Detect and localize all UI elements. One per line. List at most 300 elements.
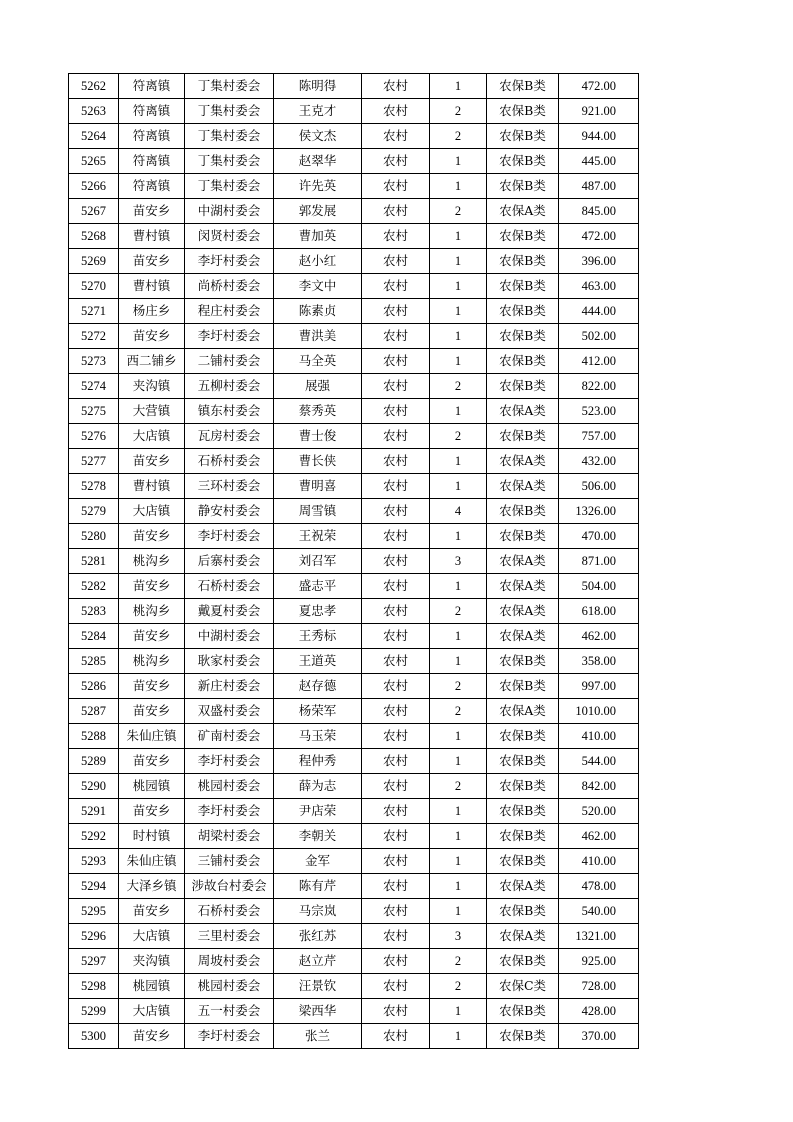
cell-township: 西二铺乡 <box>119 349 185 374</box>
cell-township: 大店镇 <box>119 424 185 449</box>
cell-record-id: 5283 <box>69 599 119 624</box>
cell-insurance-category: 农保B类 <box>487 799 559 824</box>
table-row <box>69 749 639 774</box>
table-row <box>69 949 639 974</box>
cell-family-size: 1 <box>430 649 487 674</box>
cell-family-size: 1 <box>430 149 487 174</box>
cell-household-type: 农村 <box>362 974 430 999</box>
cell-insurance-category: 农保A类 <box>487 624 559 649</box>
cell-household-type: 农村 <box>362 524 430 549</box>
cell-family-size: 1 <box>430 574 487 599</box>
cell-name: 赵翠华 <box>274 149 362 174</box>
cell-family-size: 2 <box>430 99 487 124</box>
cell-household-type: 农村 <box>362 1024 430 1049</box>
cell-village-committee: 戴夏村委会 <box>185 599 274 624</box>
cell-village-committee: 石桥村委会 <box>185 574 274 599</box>
cell-amount: 478.00 <box>559 874 639 899</box>
cell-township: 桃沟乡 <box>119 549 185 574</box>
cell-family-size: 2 <box>430 949 487 974</box>
cell-village-committee: 瓦房村委会 <box>185 424 274 449</box>
table-row <box>69 249 639 274</box>
cell-insurance-category: 农保A类 <box>487 574 559 599</box>
cell-village-committee: 耿家村委会 <box>185 649 274 674</box>
cell-township: 苗安乡 <box>119 1024 185 1049</box>
cell-insurance-category: 农保B类 <box>487 274 559 299</box>
cell-name: 赵立芹 <box>274 949 362 974</box>
table-row <box>69 824 639 849</box>
table-row <box>69 774 639 799</box>
table-row <box>69 549 639 574</box>
cell-township: 大店镇 <box>119 924 185 949</box>
cell-amount: 997.00 <box>559 674 639 699</box>
cell-record-id: 5281 <box>69 549 119 574</box>
cell-township: 苗安乡 <box>119 699 185 724</box>
cell-insurance-category: 农保B类 <box>487 824 559 849</box>
cell-amount: 842.00 <box>559 774 639 799</box>
cell-family-size: 2 <box>430 974 487 999</box>
cell-name: 夏忠孝 <box>274 599 362 624</box>
cell-village-committee: 中湖村委会 <box>185 199 274 224</box>
cell-name: 李朝关 <box>274 824 362 849</box>
cell-amount: 506.00 <box>559 474 639 499</box>
cell-name: 汪景钦 <box>274 974 362 999</box>
cell-household-type: 农村 <box>362 224 430 249</box>
cell-record-id: 5274 <box>69 374 119 399</box>
cell-insurance-category: 农保A类 <box>487 699 559 724</box>
cell-insurance-category: 农保A类 <box>487 874 559 899</box>
cell-township: 曹村镇 <box>119 474 185 499</box>
cell-household-type: 农村 <box>362 574 430 599</box>
cell-household-type: 农村 <box>362 724 430 749</box>
cell-township: 苗安乡 <box>119 249 185 274</box>
cell-household-type: 农村 <box>362 749 430 774</box>
cell-insurance-category: 农保B类 <box>487 774 559 799</box>
table-row <box>69 349 639 374</box>
cell-village-committee: 尚桥村委会 <box>185 274 274 299</box>
cell-insurance-category: 农保A类 <box>487 474 559 499</box>
cell-record-id: 5279 <box>69 499 119 524</box>
table-body <box>69 74 639 1049</box>
cell-family-size: 1 <box>430 724 487 749</box>
cell-record-id: 5285 <box>69 649 119 674</box>
cell-record-id: 5268 <box>69 224 119 249</box>
cell-family-size: 2 <box>430 124 487 149</box>
cell-household-type: 农村 <box>362 374 430 399</box>
cell-insurance-category: 农保C类 <box>487 974 559 999</box>
cell-amount: 396.00 <box>559 249 639 274</box>
cell-township: 苗安乡 <box>119 574 185 599</box>
cell-amount: 412.00 <box>559 349 639 374</box>
cell-amount: 1321.00 <box>559 924 639 949</box>
cell-record-id: 5265 <box>69 149 119 174</box>
cell-amount: 444.00 <box>559 299 639 324</box>
cell-family-size: 2 <box>430 599 487 624</box>
cell-household-type: 农村 <box>362 124 430 149</box>
cell-household-type: 农村 <box>362 774 430 799</box>
cell-township: 桃沟乡 <box>119 599 185 624</box>
table-row <box>69 724 639 749</box>
table-row <box>69 424 639 449</box>
cell-record-id: 5296 <box>69 924 119 949</box>
cell-township: 符离镇 <box>119 99 185 124</box>
cell-record-id: 5299 <box>69 999 119 1024</box>
cell-family-size: 1 <box>430 799 487 824</box>
cell-amount: 845.00 <box>559 199 639 224</box>
cell-record-id: 5275 <box>69 399 119 424</box>
cell-amount: 728.00 <box>559 974 639 999</box>
table-row <box>69 449 639 474</box>
cell-amount: 544.00 <box>559 749 639 774</box>
table-row <box>69 324 639 349</box>
cell-village-committee: 丁集村委会 <box>185 74 274 99</box>
cell-township: 桃园镇 <box>119 774 185 799</box>
cell-name: 刘召军 <box>274 549 362 574</box>
cell-family-size: 2 <box>430 674 487 699</box>
cell-township: 夹沟镇 <box>119 374 185 399</box>
table-row <box>69 1024 639 1049</box>
cell-amount: 921.00 <box>559 99 639 124</box>
cell-name: 许先英 <box>274 174 362 199</box>
cell-amount: 432.00 <box>559 449 639 474</box>
cell-insurance-category: 农保B类 <box>487 124 559 149</box>
cell-insurance-category: 农保B类 <box>487 99 559 124</box>
cell-village-committee: 李圩村委会 <box>185 799 274 824</box>
cell-family-size: 4 <box>430 499 487 524</box>
cell-record-id: 5297 <box>69 949 119 974</box>
cell-township: 苗安乡 <box>119 324 185 349</box>
cell-insurance-category: 农保B类 <box>487 649 559 674</box>
cell-insurance-category: 农保B类 <box>487 149 559 174</box>
cell-village-committee: 丁集村委会 <box>185 124 274 149</box>
cell-name: 薛为志 <box>274 774 362 799</box>
cell-insurance-category: 农保B类 <box>487 174 559 199</box>
cell-township: 苗安乡 <box>119 899 185 924</box>
cell-village-committee: 石桥村委会 <box>185 899 274 924</box>
cell-insurance-category: 农保B类 <box>487 999 559 1024</box>
cell-name: 尹店荣 <box>274 799 362 824</box>
cell-amount: 618.00 <box>559 599 639 624</box>
cell-name: 赵存德 <box>274 674 362 699</box>
cell-family-size: 3 <box>430 924 487 949</box>
cell-record-id: 5289 <box>69 749 119 774</box>
cell-amount: 358.00 <box>559 649 639 674</box>
cell-township: 苗安乡 <box>119 449 185 474</box>
cell-family-size: 1 <box>430 999 487 1024</box>
cell-family-size: 1 <box>430 399 487 424</box>
cell-name: 张兰 <box>274 1024 362 1049</box>
cell-record-id: 5295 <box>69 899 119 924</box>
cell-village-committee: 中湖村委会 <box>185 624 274 649</box>
cell-township: 大泽乡镇 <box>119 874 185 899</box>
cell-name: 曹长侠 <box>274 449 362 474</box>
cell-amount: 472.00 <box>559 74 639 99</box>
cell-name: 曹加英 <box>274 224 362 249</box>
cell-village-committee: 石桥村委会 <box>185 449 274 474</box>
cell-amount: 370.00 <box>559 1024 639 1049</box>
table-row <box>69 599 639 624</box>
cell-insurance-category: 农保B类 <box>487 324 559 349</box>
cell-insurance-category: 农保A类 <box>487 199 559 224</box>
cell-insurance-category: 农保B类 <box>487 224 559 249</box>
cell-family-size: 2 <box>430 374 487 399</box>
cell-name: 马玉荣 <box>274 724 362 749</box>
cell-record-id: 5270 <box>69 274 119 299</box>
cell-family-size: 2 <box>430 699 487 724</box>
cell-household-type: 农村 <box>362 899 430 924</box>
cell-record-id: 5277 <box>69 449 119 474</box>
cell-family-size: 1 <box>430 1024 487 1049</box>
table-row <box>69 374 639 399</box>
cell-household-type: 农村 <box>362 999 430 1024</box>
cell-township: 朱仙庄镇 <box>119 849 185 874</box>
cell-village-committee: 李圩村委会 <box>185 1024 274 1049</box>
cell-record-id: 5263 <box>69 99 119 124</box>
cell-township: 大店镇 <box>119 999 185 1024</box>
table-row <box>69 224 639 249</box>
cell-record-id: 5293 <box>69 849 119 874</box>
cell-amount: 472.00 <box>559 224 639 249</box>
cell-name: 王克才 <box>274 99 362 124</box>
cell-record-id: 5300 <box>69 1024 119 1049</box>
table-row <box>69 924 639 949</box>
cell-name: 梁西华 <box>274 999 362 1024</box>
cell-village-committee: 矿南村委会 <box>185 724 274 749</box>
cell-amount: 822.00 <box>559 374 639 399</box>
cell-record-id: 5271 <box>69 299 119 324</box>
table-row <box>69 699 639 724</box>
cell-amount: 925.00 <box>559 949 639 974</box>
table-row <box>69 124 639 149</box>
cell-village-committee: 李圩村委会 <box>185 324 274 349</box>
cell-amount: 523.00 <box>559 399 639 424</box>
cell-household-type: 农村 <box>362 499 430 524</box>
cell-family-size: 1 <box>430 324 487 349</box>
cell-amount: 540.00 <box>559 899 639 924</box>
cell-name: 蔡秀英 <box>274 399 362 424</box>
cell-amount: 462.00 <box>559 624 639 649</box>
cell-record-id: 5276 <box>69 424 119 449</box>
cell-township: 桃园镇 <box>119 974 185 999</box>
cell-record-id: 5287 <box>69 699 119 724</box>
cell-record-id: 5280 <box>69 524 119 549</box>
cell-township: 苗安乡 <box>119 199 185 224</box>
table-row <box>69 524 639 549</box>
cell-township: 曹村镇 <box>119 274 185 299</box>
cell-amount: 520.00 <box>559 799 639 824</box>
cell-amount: 410.00 <box>559 724 639 749</box>
records-table <box>68 73 639 1049</box>
cell-name: 马全英 <box>274 349 362 374</box>
cell-household-type: 农村 <box>362 674 430 699</box>
cell-amount: 504.00 <box>559 574 639 599</box>
table-row <box>69 674 639 699</box>
cell-village-committee: 镇东村委会 <box>185 399 274 424</box>
cell-township: 苗安乡 <box>119 799 185 824</box>
table-row <box>69 974 639 999</box>
cell-village-committee: 涉故台村委会 <box>185 874 274 899</box>
cell-family-size: 1 <box>430 849 487 874</box>
cell-amount: 410.00 <box>559 849 639 874</box>
cell-amount: 428.00 <box>559 999 639 1024</box>
table-row <box>69 299 639 324</box>
cell-name: 程仲秀 <box>274 749 362 774</box>
cell-village-committee: 桃园村委会 <box>185 774 274 799</box>
cell-family-size: 1 <box>430 624 487 649</box>
cell-township: 曹村镇 <box>119 224 185 249</box>
cell-household-type: 农村 <box>362 174 430 199</box>
cell-family-size: 1 <box>430 524 487 549</box>
cell-family-size: 2 <box>430 424 487 449</box>
cell-household-type: 农村 <box>362 199 430 224</box>
table-row <box>69 274 639 299</box>
cell-family-size: 1 <box>430 474 487 499</box>
cell-family-size: 1 <box>430 299 487 324</box>
cell-insurance-category: 农保B类 <box>487 499 559 524</box>
cell-township: 苗安乡 <box>119 524 185 549</box>
cell-township: 朱仙庄镇 <box>119 724 185 749</box>
table-row <box>69 174 639 199</box>
cell-record-id: 5272 <box>69 324 119 349</box>
cell-household-type: 农村 <box>362 324 430 349</box>
cell-name: 展强 <box>274 374 362 399</box>
cell-township: 时村镇 <box>119 824 185 849</box>
cell-insurance-category: 农保B类 <box>487 524 559 549</box>
cell-record-id: 5273 <box>69 349 119 374</box>
cell-family-size: 3 <box>430 549 487 574</box>
cell-family-size: 2 <box>430 774 487 799</box>
cell-insurance-category: 农保B类 <box>487 1024 559 1049</box>
cell-record-id: 5290 <box>69 774 119 799</box>
table-row <box>69 399 639 424</box>
cell-name: 陈素贞 <box>274 299 362 324</box>
cell-household-type: 农村 <box>362 399 430 424</box>
cell-name: 赵小红 <box>274 249 362 274</box>
cell-name: 周雪镇 <box>274 499 362 524</box>
table-row <box>69 874 639 899</box>
cell-record-id: 5284 <box>69 624 119 649</box>
cell-name: 王秀标 <box>274 624 362 649</box>
cell-record-id: 5298 <box>69 974 119 999</box>
cell-household-type: 农村 <box>362 824 430 849</box>
cell-township: 符离镇 <box>119 74 185 99</box>
table-row <box>69 849 639 874</box>
cell-village-committee: 双盛村委会 <box>185 699 274 724</box>
cell-household-type: 农村 <box>362 699 430 724</box>
cell-village-committee: 二铺村委会 <box>185 349 274 374</box>
cell-amount: 871.00 <box>559 549 639 574</box>
cell-amount: 470.00 <box>559 524 639 549</box>
cell-insurance-category: 农保A类 <box>487 549 559 574</box>
cell-amount: 487.00 <box>559 174 639 199</box>
cell-insurance-category: 农保B类 <box>487 349 559 374</box>
cell-amount: 1010.00 <box>559 699 639 724</box>
cell-village-committee: 静安村委会 <box>185 499 274 524</box>
cell-insurance-category: 农保A类 <box>487 599 559 624</box>
cell-insurance-category: 农保A类 <box>487 924 559 949</box>
cell-village-committee: 李圩村委会 <box>185 524 274 549</box>
table-row <box>69 624 639 649</box>
cell-family-size: 1 <box>430 274 487 299</box>
cell-family-size: 1 <box>430 449 487 474</box>
cell-village-committee: 程庄村委会 <box>185 299 274 324</box>
cell-insurance-category: 农保B类 <box>487 949 559 974</box>
table-row <box>69 199 639 224</box>
cell-village-committee: 周坡村委会 <box>185 949 274 974</box>
cell-record-id: 5269 <box>69 249 119 274</box>
cell-household-type: 农村 <box>362 424 430 449</box>
cell-village-committee: 胡梁村委会 <box>185 824 274 849</box>
cell-insurance-category: 农保B类 <box>487 74 559 99</box>
cell-name: 王祝荣 <box>274 524 362 549</box>
cell-household-type: 农村 <box>362 474 430 499</box>
cell-name: 李文中 <box>274 274 362 299</box>
cell-name: 王道英 <box>274 649 362 674</box>
cell-household-type: 农村 <box>362 549 430 574</box>
cell-record-id: 5291 <box>69 799 119 824</box>
cell-insurance-category: 农保B类 <box>487 899 559 924</box>
cell-township: 苗安乡 <box>119 749 185 774</box>
cell-household-type: 农村 <box>362 924 430 949</box>
cell-village-committee: 桃园村委会 <box>185 974 274 999</box>
cell-household-type: 农村 <box>362 449 430 474</box>
cell-record-id: 5282 <box>69 574 119 599</box>
cell-township: 桃沟乡 <box>119 649 185 674</box>
cell-name: 陈明得 <box>274 74 362 99</box>
cell-township: 符离镇 <box>119 124 185 149</box>
cell-insurance-category: 农保B类 <box>487 249 559 274</box>
cell-household-type: 农村 <box>362 874 430 899</box>
table-row <box>69 74 639 99</box>
cell-village-committee: 丁集村委会 <box>185 174 274 199</box>
table-row <box>69 499 639 524</box>
cell-insurance-category: 农保B类 <box>487 749 559 774</box>
cell-township: 大营镇 <box>119 399 185 424</box>
cell-amount: 502.00 <box>559 324 639 349</box>
cell-household-type: 农村 <box>362 299 430 324</box>
cell-name: 金军 <box>274 849 362 874</box>
cell-name: 曹明喜 <box>274 474 362 499</box>
cell-insurance-category: 农保B类 <box>487 299 559 324</box>
cell-record-id: 5267 <box>69 199 119 224</box>
cell-household-type: 农村 <box>362 599 430 624</box>
cell-name: 马宗岚 <box>274 899 362 924</box>
cell-record-id: 5264 <box>69 124 119 149</box>
cell-record-id: 5294 <box>69 874 119 899</box>
cell-name: 陈有芹 <box>274 874 362 899</box>
cell-township: 大店镇 <box>119 499 185 524</box>
cell-household-type: 农村 <box>362 949 430 974</box>
cell-name: 侯文杰 <box>274 124 362 149</box>
cell-family-size: 2 <box>430 199 487 224</box>
cell-insurance-category: 农保B类 <box>487 674 559 699</box>
table-row <box>69 899 639 924</box>
cell-household-type: 农村 <box>362 799 430 824</box>
cell-household-type: 农村 <box>362 849 430 874</box>
cell-village-committee: 新庄村委会 <box>185 674 274 699</box>
cell-family-size: 1 <box>430 74 487 99</box>
cell-name: 盛志平 <box>274 574 362 599</box>
cell-village-committee: 李圩村委会 <box>185 249 274 274</box>
cell-family-size: 1 <box>430 899 487 924</box>
cell-name: 杨荣军 <box>274 699 362 724</box>
cell-name: 曹士俊 <box>274 424 362 449</box>
table-row <box>69 999 639 1024</box>
cell-household-type: 农村 <box>362 149 430 174</box>
cell-name: 郭发展 <box>274 199 362 224</box>
cell-village-committee: 三铺村委会 <box>185 849 274 874</box>
cell-record-id: 5292 <box>69 824 119 849</box>
cell-village-committee: 李圩村委会 <box>185 749 274 774</box>
